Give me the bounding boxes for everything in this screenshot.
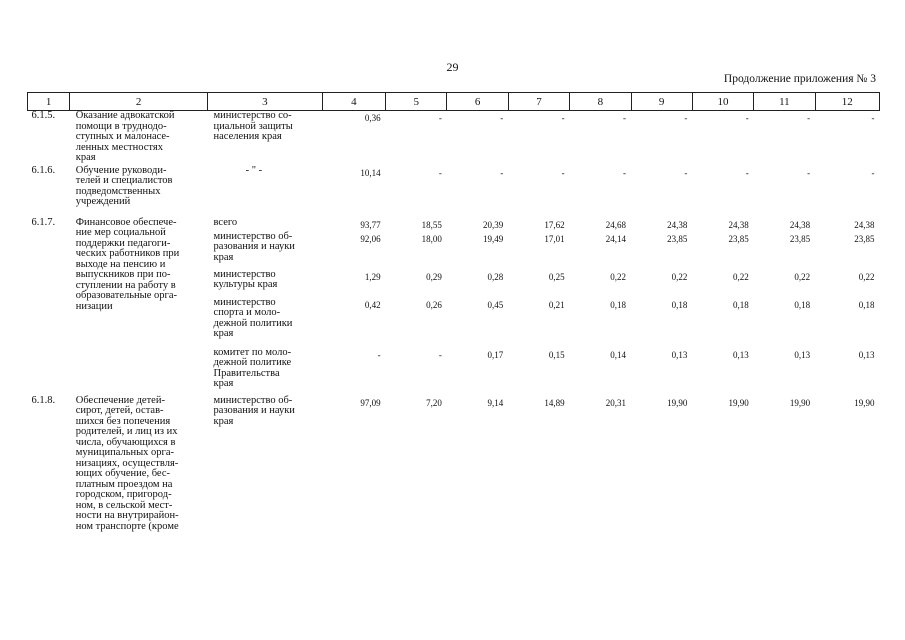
- activity-name-line: Финансовое обеспече-: [75, 216, 177, 228]
- activity-name-line: числа, обучающихся в: [75, 436, 176, 448]
- activity-name-line: Оказание адвокатской: [75, 110, 175, 121]
- value-cell-col-7: 0,21: [548, 299, 565, 310]
- activity-name-line: выпускников при по-: [75, 269, 171, 280]
- value-cell-col-10: 0,13: [732, 349, 749, 360]
- activity-name-line: муниципальных орга-: [75, 447, 175, 458]
- executor-line: - " -: [245, 164, 263, 176]
- value-cell-col-12: 19,90: [854, 397, 875, 408]
- value-cell-col-9: 24,38: [667, 219, 688, 230]
- row-code: 6.1.7.: [31, 216, 56, 228]
- executor-line: министерство об-: [213, 394, 293, 406]
- value-cell-col-5: 18,55: [421, 219, 442, 230]
- executor-line: министерство: [213, 268, 276, 280]
- row-executor: [208, 166, 323, 218]
- executor-line: министерство со-: [213, 110, 292, 121]
- value-cell-col-6: -: [500, 167, 504, 178]
- value-cell-col-5: 0,29: [426, 271, 442, 282]
- column-header-11: 11: [754, 93, 815, 111]
- column-header-7: 7: [508, 93, 569, 111]
- activity-name-line: ческих работников при: [75, 248, 180, 259]
- value-cell-col-7: 0,15: [548, 349, 565, 360]
- value-cell-col-12: 24,38: [854, 219, 875, 230]
- column-header-1: 1: [28, 93, 70, 111]
- value-cell-col-5: -: [438, 167, 442, 178]
- column-header-10: 10: [692, 93, 753, 111]
- value-cell-col-11: 24,38: [789, 219, 811, 230]
- activity-name-line: ступных и малонасе-: [75, 131, 170, 142]
- value-cell-col-12: -: [871, 113, 875, 123]
- value-cell-col-4: 97,09: [360, 397, 381, 408]
- value-cell-col-10: 0,18: [732, 299, 749, 310]
- row-executor: [208, 298, 323, 348]
- value-cell-col-6: 0,45: [487, 299, 504, 310]
- value-cell-col-12: 0,18: [858, 299, 875, 310]
- row-executor: [208, 111, 323, 166]
- activity-name-line: края: [75, 152, 96, 163]
- executor-line: населения края: [213, 131, 282, 142]
- value-cell-col-6: 20,39: [483, 219, 504, 230]
- value-cell-col-6: 0,28: [487, 271, 504, 282]
- row-activity-name: [70, 218, 208, 396]
- value-cell-col-5: -: [438, 113, 442, 123]
- activity-name-line: учреждений: [75, 196, 131, 207]
- row-executor: [208, 218, 323, 232]
- table-row: [28, 111, 880, 166]
- activity-name-line: ющих обучение, бес-: [75, 468, 170, 479]
- executor-line: циальной защиты: [213, 120, 293, 132]
- value-cell-col-4: 1,29: [364, 271, 381, 282]
- value-cell-col-10: 23,85: [728, 233, 749, 244]
- value-cell-col-8: -: [623, 167, 626, 178]
- activity-name-line: Обеспечение детей-: [75, 394, 165, 406]
- value-cell-col-12: -: [871, 167, 875, 178]
- value-cell-col-5: 0,26: [426, 299, 442, 310]
- value-cell-col-10: -: [745, 113, 749, 123]
- executor-line: министерство: [213, 296, 276, 308]
- row-code: 6.1.6.: [31, 164, 56, 176]
- activity-name-line: Обучение руководи-: [75, 164, 167, 176]
- value-cell-col-8: 20,31: [605, 397, 626, 408]
- value-cell-col-8: 0,18: [610, 299, 626, 310]
- value-cell-col-11: 0,18: [794, 299, 811, 310]
- value-cell-col-6: 0,17: [487, 349, 504, 360]
- activity-name-line: платным проездом на: [75, 478, 173, 490]
- value-cell-col-4: 92,06: [360, 233, 381, 244]
- executor-line: Правительства: [213, 367, 280, 379]
- value-cell-col-5: -: [438, 349, 442, 360]
- activity-name-line: шихся без попечения: [75, 415, 171, 427]
- row-executor: [208, 232, 323, 270]
- activity-name-line: ленных местностях: [75, 141, 163, 153]
- executor-line: края: [213, 328, 234, 339]
- executor-line: дежной политики: [213, 317, 293, 329]
- value-cell-col-4: 10,14: [360, 167, 381, 178]
- value-cell-col-11: -: [807, 167, 811, 178]
- value-cell-col-6: 19,49: [483, 233, 504, 244]
- value-cell-col-5: 18,00: [421, 233, 442, 244]
- executor-line: комитет по моло-: [213, 346, 292, 358]
- activity-name-line: помощи в труднодо-: [75, 120, 167, 132]
- header-row: [28, 93, 880, 111]
- row-executor: [208, 348, 323, 396]
- column-header-12: 12: [815, 93, 879, 111]
- row-executor: [208, 396, 323, 541]
- activity-name-line: городском, пригород-: [75, 489, 172, 500]
- activity-name-line: низациях, осуществля-: [75, 457, 179, 469]
- executor-line: разования и науки: [213, 405, 295, 416]
- value-cell-col-12: 0,22: [858, 271, 875, 282]
- activity-name-line: телей и специалистов: [75, 175, 173, 186]
- value-cell-col-4: 0,36: [364, 113, 381, 123]
- value-cell-col-8: 24,14: [605, 233, 626, 244]
- column-header-4: 4: [322, 93, 385, 111]
- value-cell-col-7: 0,25: [548, 271, 565, 282]
- executor-line: края: [213, 251, 234, 263]
- activity-name-line: выходе на пенсию и: [75, 258, 166, 270]
- executor-line: дежной политике: [213, 357, 292, 368]
- value-cell-col-8: -: [623, 113, 626, 123]
- value-cell-col-10: -: [745, 167, 749, 178]
- activity-name-line: сирот, детей, остав-: [75, 405, 164, 416]
- value-cell-col-10: 24,38: [728, 219, 749, 230]
- table-row: [28, 218, 880, 232]
- activity-name-line: ступлении на работу в: [75, 279, 176, 291]
- activity-name-line: низации: [75, 300, 113, 312]
- table-row: [28, 396, 880, 541]
- executor-line: разования и науки: [213, 241, 295, 252]
- value-cell-col-5: 7,20: [426, 397, 442, 408]
- executor-line: всего: [213, 216, 238, 228]
- value-cell-col-10: 0,22: [732, 271, 749, 282]
- row-activity-name: [70, 396, 208, 541]
- value-cell-col-9: -: [684, 167, 688, 178]
- row-executor: [208, 270, 323, 298]
- activity-name-line: ном транспорте (кроме: [75, 520, 179, 532]
- value-cell-col-6: -: [500, 113, 504, 123]
- value-cell-col-9: 0,18: [671, 299, 688, 310]
- column-header-5: 5: [386, 93, 447, 111]
- value-cell-col-8: 24,68: [605, 219, 626, 230]
- row-activity-name: [70, 166, 208, 218]
- value-cell-col-11: -: [807, 113, 811, 123]
- value-cell-col-11: 0,22: [794, 271, 811, 282]
- column-header-8: 8: [570, 93, 631, 111]
- executor-line: края: [213, 415, 234, 427]
- executor-line: министерство об-: [213, 230, 293, 242]
- page-number: 29: [446, 60, 459, 74]
- value-cell-col-11: 23,85: [789, 233, 811, 244]
- row-activity-name: [70, 111, 208, 166]
- value-cell-col-4: 0,42: [364, 299, 381, 310]
- column-header-6: 6: [447, 93, 508, 111]
- program-table: [27, 92, 880, 541]
- value-cell-col-9: 19,90: [667, 397, 688, 408]
- value-cell-col-7: 17,01: [544, 233, 565, 244]
- value-cell-col-9: 23,85: [667, 233, 688, 244]
- activity-name-line: поддержки педагоги-: [75, 237, 171, 249]
- row-code: 6.1.8.: [31, 394, 56, 406]
- column-header-3: 3: [208, 93, 323, 111]
- activity-name-line: образовательные орга-: [75, 290, 177, 301]
- executor-line: края: [213, 378, 234, 389]
- value-cell-col-8: 0,14: [610, 349, 626, 360]
- value-cell-col-10: 19,90: [728, 397, 749, 408]
- value-cell-col-6: 9,14: [487, 397, 504, 408]
- value-cell-col-7: -: [561, 167, 565, 178]
- value-cell-col-12: 0,13: [858, 349, 875, 360]
- value-cell-col-11: 19,90: [789, 397, 811, 408]
- activity-name-line: родителей, и лиц из их: [75, 426, 178, 437]
- value-cell-col-4: 93,77: [360, 219, 381, 230]
- value-cell-col-9: 0,22: [671, 271, 688, 282]
- activity-name-line: ном, в сельской мест-: [75, 499, 173, 511]
- activity-name-line: ние мер социальной: [75, 227, 166, 238]
- executor-line: спорта и моло-: [213, 307, 281, 318]
- table-row: [28, 166, 880, 218]
- executor-line: культуры края: [213, 279, 278, 290]
- table-body: [28, 111, 880, 541]
- activity-name-line: подведомственных: [75, 185, 161, 197]
- value-cell-col-12: 23,85: [854, 233, 875, 244]
- continuation-label: Продолжение приложения № 3: [723, 73, 876, 85]
- value-cell-col-4: -: [377, 349, 381, 360]
- column-header-2: 2: [70, 93, 208, 111]
- row-code: 6.1.5.: [31, 110, 56, 121]
- value-cell-col-7: 17,62: [544, 219, 565, 230]
- value-cell-col-9: 0,13: [671, 349, 688, 360]
- column-header-9: 9: [631, 93, 692, 111]
- value-cell-col-8: 0,22: [610, 271, 626, 282]
- value-cell-col-9: -: [684, 113, 688, 123]
- value-cell-col-11: 0,13: [794, 349, 811, 360]
- value-cell-col-7: -: [561, 113, 565, 123]
- value-cell-col-7: 14,89: [544, 397, 565, 408]
- activity-name-line: ности на внутрирайон-: [75, 510, 179, 521]
